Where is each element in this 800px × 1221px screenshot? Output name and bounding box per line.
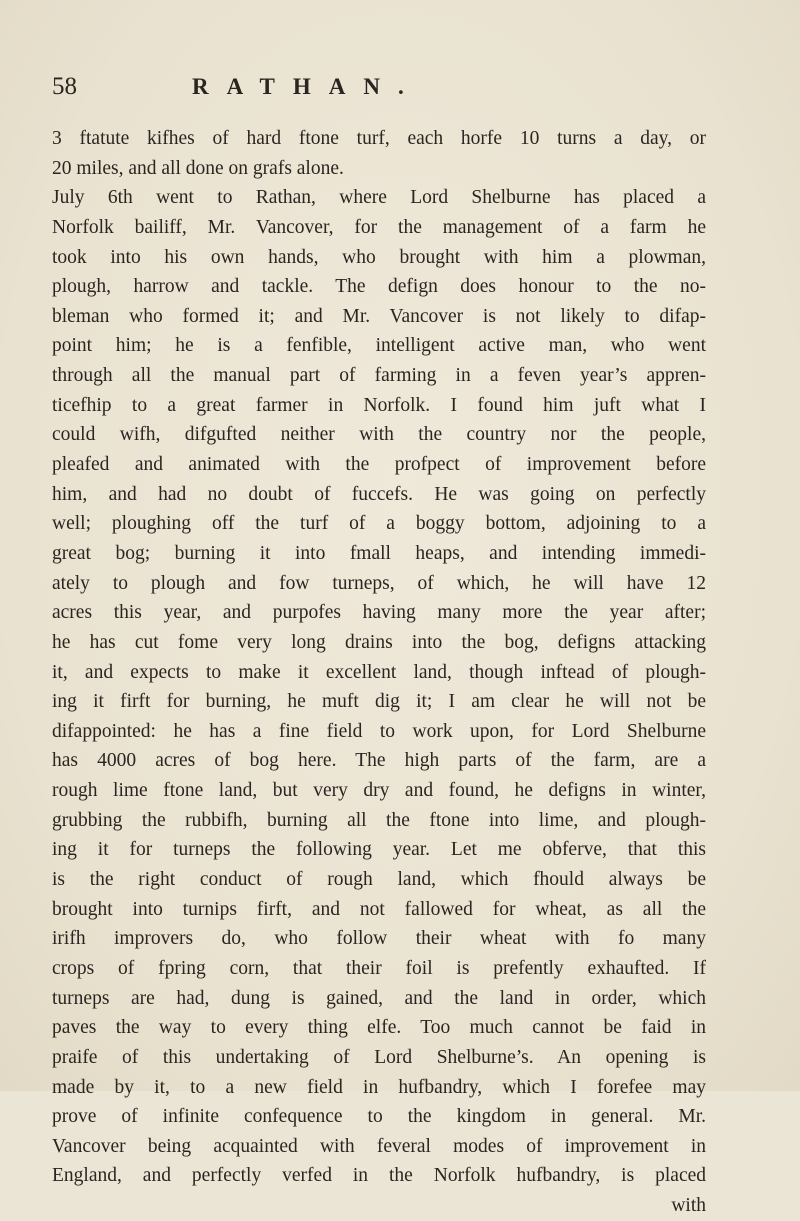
text-line: Vancover being acquainted with feveral modes of improvement in [52,1135,706,1157]
text-line: July 6th went to Rathan, where Lord Shelburne has placed a [52,187,706,209]
text-line: has 4000 acres of bog here. The high parts of the farm, are a [52,750,706,772]
text-line: through all the manual part of farming in a feven year’s appren- [52,365,706,387]
page-header [52,72,752,112]
text-line: paves the way to every thing elfe. Too much cannot be faid in [52,1017,706,1039]
text-line: point him; he is a fenfible, intelligent active man, who went [52,335,706,357]
text-line: brought into turnips firft, and not fallowed for wheat, as all the [52,898,706,920]
text-line: England, and perfectly verfed in the Norfolk hufbandry, is placed [52,1165,706,1187]
text-line: ately to plough and fow turneps, of which, he will have 12 [52,572,706,594]
text-line: it, and expects to make it excellent land, though inftead of plough- [52,661,706,683]
text-line: great bog; burning it into fmall heaps, and intending immedi- [52,542,706,564]
text-line: grubbing the rubbifh, burning all the ftone into lime, and plough- [52,809,706,831]
text-line: crops of fpring corn, that their foil is prefently exhaufted. If [52,957,706,979]
text-line: acres this year, and purpofes having many more the year after; [52,602,706,624]
text-line: 20 miles, and all done on grafs alone. [52,157,344,179]
text-line: prove of infinite confequence to the kingdom in general. Mr. [52,1106,706,1128]
text-line: praife of this undertaking of Lord Shelburne’s. An opening is [52,1046,706,1068]
text-line: ing it for turneps the following year. Let me obferve, that this [52,839,706,861]
page-number: 58 [52,73,77,100]
text-line: ing it firft for burning, he muft dig it; I am clear he will not be [52,691,706,713]
running-head: RATHAN. [192,74,422,99]
text-line: ticefhip to a great farmer in Norfolk. I found him juft what I [52,394,706,416]
text-line: plough, harrow and tackle. The defign does honour to the no- [52,276,706,298]
text-line: could wifh, difgufted neither with the country nor the people, [52,424,706,446]
text-line: irifh improvers do, who follow their wheat with fo many [52,928,706,950]
text-line: 3 ftatute kifhes of hard ftone turf, each horfe 10 turns a day, or [52,128,706,149]
text-line: rough lime ftone land, but very dry and found, he defigns in winter, [52,780,706,802]
text-line: made by it, to a new field in hufbandry, which I forefee may [52,1076,706,1098]
text-line: turneps are had, dung is gained, and the land in order, which [52,987,706,1009]
text-line: him, and had no doubt of fuccefs. He was going on perfectly [52,483,706,505]
text-line: bleman who formed it; and Mr. Vancover is not likely to difap- [52,305,706,327]
text-line: Norfolk bailiff, Mr. Vancover, for the management of a farm he [52,216,706,238]
text-line: took into his own hands, who brought with him a plowman, [52,246,706,268]
text-line: he has cut fome very long drains into the bog, defigns attacking [52,631,706,653]
catchword: with [671,1195,706,1217]
body-text [52,124,706,1221]
text-line: pleafed and animated with the profpect of improvement before [52,454,706,476]
text-line: is the right conduct of rough land, which fhould always be [52,869,706,891]
text-line: well; ploughing off the turf of a boggy bottom, adjoining to a [52,513,706,535]
text-line: difappointed: he has a fine field to work upon, for Lord Shelburne [52,720,706,742]
